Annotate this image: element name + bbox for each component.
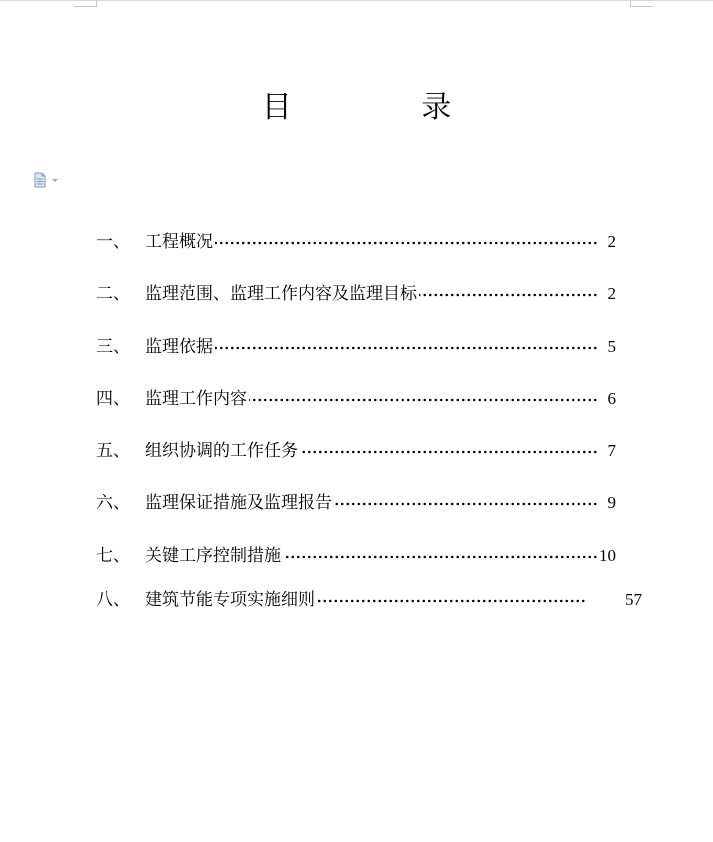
paste-options-button[interactable] [33, 172, 61, 188]
toc-entry[interactable] [96, 388, 616, 410]
toc-entry-number: 七、 [96, 546, 130, 566]
toc-entry-number: 八、 [96, 590, 130, 610]
document-paste-icon [33, 172, 61, 188]
toc-entry-page: 9 [607, 493, 616, 512]
toc-entry-title: 监理范围、监理工作内容及监理目标 [145, 284, 417, 304]
toc-entry-number: 五、 [96, 441, 130, 461]
toc-entry-title: 工程概况 [145, 232, 213, 252]
toc-dot-leader [249, 397, 598, 403]
toc-entry[interactable] [96, 492, 616, 514]
toc-entry[interactable] [96, 440, 616, 462]
toc-entry[interactable] [96, 589, 642, 611]
toc-entry-page: 10 [599, 546, 616, 565]
toc-entry[interactable] [96, 545, 616, 567]
toc-entry-title: 监理工作内容 [145, 389, 247, 409]
toc-entry[interactable] [96, 283, 616, 305]
toc-dot-leader [317, 598, 586, 604]
margin-corner-mark-left [74, 0, 97, 7]
toc-entry[interactable] [96, 336, 616, 358]
toc-entry-number: 二、 [96, 284, 130, 304]
toc-entry-page: 6 [607, 389, 616, 408]
toc-entry-title: 组织协调的工作任务 [145, 441, 298, 461]
chevron-down-icon [52, 179, 58, 182]
toc-entry-page: 57 [625, 590, 642, 609]
toc-entry-number: 三、 [96, 337, 130, 357]
toc-dot-leader [215, 240, 598, 246]
toc-entry-page: 2 [607, 232, 616, 251]
toc-dot-leader [300, 449, 598, 455]
toc-entry-title: 关键工序控制措施 [145, 546, 281, 566]
toc-dot-leader [283, 554, 598, 560]
toc-entry-page: 5 [607, 337, 616, 356]
toc-entry-number: 一、 [96, 232, 130, 252]
page-top-border [0, 0, 713, 1]
toc-entry-page: 7 [607, 441, 616, 460]
toc-entry-title: 监理依据 [145, 337, 213, 357]
toc-dot-leader [334, 501, 598, 507]
toc-dot-leader [419, 292, 598, 298]
toc-entry-number: 六、 [96, 493, 130, 513]
margin-corner-mark-right [630, 0, 653, 7]
page-title: 目 录 [261, 90, 512, 125]
toc-entry-page: 2 [607, 284, 616, 303]
toc-entry-title: 建筑节能专项实施细则 [145, 590, 315, 610]
toc-dot-leader [215, 345, 598, 351]
toc-entry-number: 四、 [96, 389, 130, 409]
toc-entry[interactable] [96, 231, 616, 253]
toc-entry-title: 监理保证措施及监理报告 [145, 493, 332, 513]
